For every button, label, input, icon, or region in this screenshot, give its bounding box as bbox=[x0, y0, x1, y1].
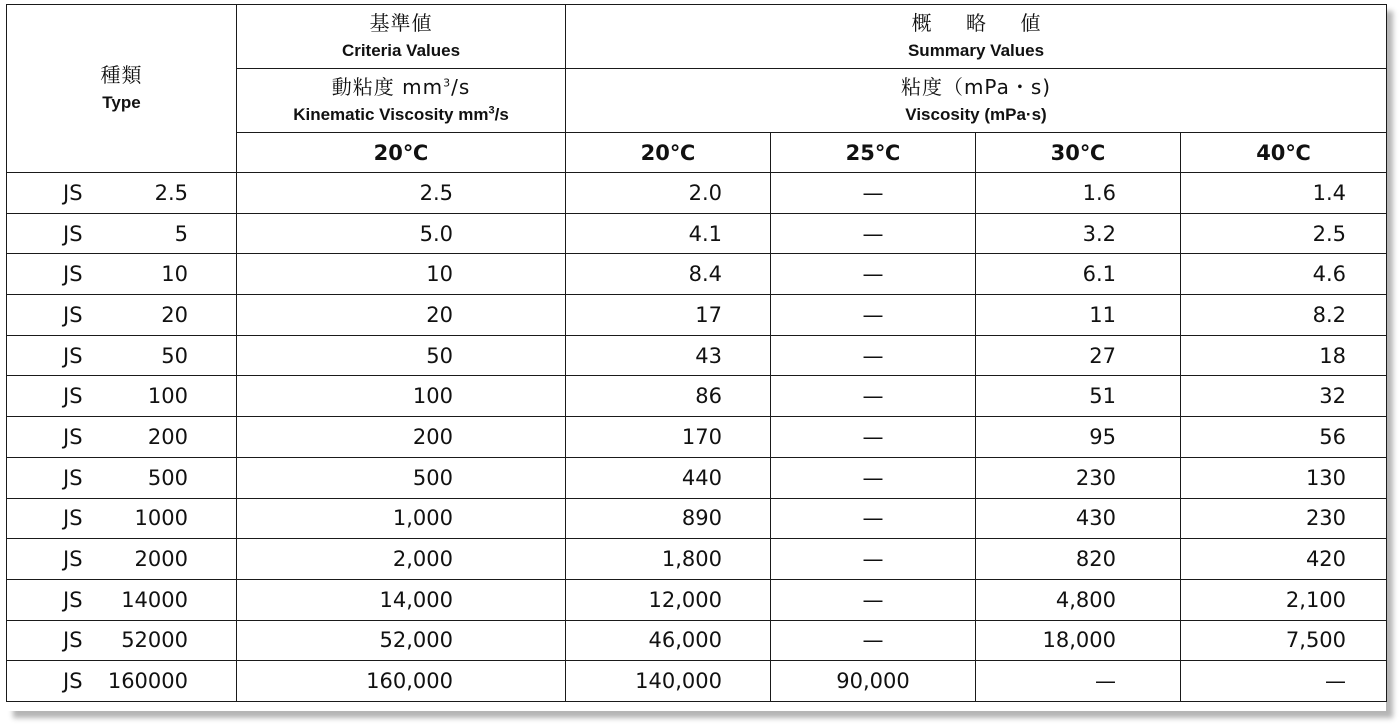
criteria-20-cell: 200 bbox=[237, 417, 566, 458]
viscosity-20-cell: 46,000 bbox=[566, 620, 771, 661]
viscosity-30-cell: 11 bbox=[976, 295, 1181, 336]
viscosity-30-cell: 27 bbox=[976, 335, 1181, 376]
summary-header bbox=[566, 5, 1387, 69]
viscosity-40-cell: — bbox=[1181, 661, 1387, 702]
type-header bbox=[7, 5, 237, 173]
type-prefix: JS bbox=[63, 587, 83, 612]
viscosity-40-cell: 8.2 bbox=[1181, 295, 1387, 336]
viscosity-40-cell: 56 bbox=[1181, 417, 1387, 458]
criteria-20-cell: 2.5 bbox=[237, 173, 566, 214]
viscosity-20-cell: 440 bbox=[566, 457, 771, 498]
criteria-20-cell: 500 bbox=[237, 457, 566, 498]
table-row bbox=[7, 661, 1387, 702]
type-cell bbox=[7, 661, 237, 702]
viscosity-25-cell: — bbox=[771, 254, 976, 295]
type-prefix: JS bbox=[63, 628, 83, 653]
viscosity-40-cell: 4.6 bbox=[1181, 254, 1387, 295]
table-row bbox=[7, 457, 1387, 498]
viscosity-25-cell: — bbox=[771, 376, 976, 417]
criteria-20-cell: 20 bbox=[237, 295, 566, 336]
type-cell bbox=[7, 213, 237, 254]
table-row bbox=[7, 498, 1387, 539]
table-header bbox=[7, 5, 1387, 173]
type-prefix: JS bbox=[63, 384, 83, 409]
table-row bbox=[7, 254, 1387, 295]
type-grade: 100 bbox=[147, 384, 188, 409]
type-cell bbox=[7, 539, 237, 580]
table-row bbox=[7, 620, 1387, 661]
type-cell bbox=[7, 620, 237, 661]
kinematic-viscosity-jp: 動粘度 $mm^3/s$ bbox=[331, 74, 471, 99]
type-cell bbox=[7, 579, 237, 620]
table-row bbox=[7, 417, 1387, 458]
viscosity-25-cell: — bbox=[771, 295, 976, 336]
criteria-20-cell: 5.0 bbox=[237, 213, 566, 254]
type-grade: 160000 bbox=[107, 669, 188, 694]
criteria-header-jp: 基準値 bbox=[369, 10, 433, 35]
viscosity-40-cell: 32 bbox=[1181, 376, 1387, 417]
type-header-jp: 種類 bbox=[100, 62, 143, 87]
criteria-20-cell: 160,000 bbox=[237, 661, 566, 702]
type-cell bbox=[7, 254, 237, 295]
type-grade: 500 bbox=[147, 465, 188, 490]
summary-header-jp: 概 略 値 bbox=[911, 10, 1055, 35]
viscosity-30-cell: 6.1 bbox=[976, 254, 1181, 295]
viscosity-20-cell: 4.1 bbox=[566, 213, 771, 254]
type-header-en: Type bbox=[102, 92, 141, 112]
type-cell bbox=[7, 295, 237, 336]
viscosity-30-cell: 95 bbox=[976, 417, 1181, 458]
viscosity-20-cell: 2.0 bbox=[566, 173, 771, 214]
viscosity-25-cell: — bbox=[771, 213, 976, 254]
viscosity-30-cell: 3.2 bbox=[976, 213, 1181, 254]
type-cell bbox=[7, 173, 237, 214]
viscosity-40-cell: 18 bbox=[1181, 335, 1387, 376]
viscosity-20-cell: 43 bbox=[566, 335, 771, 376]
viscosity-30-cell: 18,000 bbox=[976, 620, 1181, 661]
viscosity-table bbox=[6, 4, 1387, 702]
viscosity-20-cell: 140,000 bbox=[566, 661, 771, 702]
viscosity-header-jp: 粘度（mPa・s) bbox=[900, 74, 1052, 99]
viscosity-20-cell: 12,000 bbox=[566, 579, 771, 620]
kinematic-viscosity-en: Kinematic Viscosity $mm^3/s$ bbox=[293, 103, 509, 124]
viscosity-25-cell: 90,000 bbox=[771, 661, 976, 702]
temp-header-criteria-20: 20℃ bbox=[237, 133, 566, 173]
temp-header-20: 20℃ bbox=[566, 133, 771, 173]
type-grade: 20 bbox=[161, 302, 188, 327]
viscosity-20-cell: 86 bbox=[566, 376, 771, 417]
table-body bbox=[7, 173, 1387, 702]
type-grade: 5 bbox=[174, 221, 188, 246]
kinematic-viscosity-header bbox=[237, 69, 566, 133]
type-prefix: JS bbox=[63, 547, 83, 572]
criteria-20-cell: 10 bbox=[237, 254, 566, 295]
viscosity-20-cell: 17 bbox=[566, 295, 771, 336]
criteria-20-cell: 100 bbox=[237, 376, 566, 417]
type-grade: 10 bbox=[161, 262, 188, 287]
viscosity-25-cell: — bbox=[771, 173, 976, 214]
type-grade: 2.5 bbox=[154, 180, 188, 205]
criteria-header bbox=[237, 5, 566, 69]
type-grade: 14000 bbox=[121, 587, 188, 612]
type-prefix: JS bbox=[63, 506, 83, 531]
type-prefix: JS bbox=[63, 302, 83, 327]
criteria-20-cell: 2,000 bbox=[237, 539, 566, 580]
viscosity-40-cell: 7,500 bbox=[1181, 620, 1387, 661]
type-cell bbox=[7, 457, 237, 498]
type-prefix: JS bbox=[63, 343, 83, 368]
viscosity-30-cell: 4,800 bbox=[976, 579, 1181, 620]
type-grade: 50 bbox=[161, 343, 188, 368]
temp-header-25: 25℃ bbox=[771, 133, 976, 173]
viscosity-header-en: Viscosity (mPa·s) bbox=[905, 104, 1047, 124]
temp-header-30: 30℃ bbox=[976, 133, 1181, 173]
summary-header-en: Summary Values bbox=[907, 40, 1045, 60]
viscosity-40-cell: 420 bbox=[1181, 539, 1387, 580]
table-row bbox=[7, 295, 1387, 336]
viscosity-20-cell: 1,800 bbox=[566, 539, 771, 580]
type-cell bbox=[7, 417, 237, 458]
type-prefix: JS bbox=[63, 221, 83, 246]
type-prefix: JS bbox=[63, 465, 83, 490]
criteria-20-cell: 52,000 bbox=[237, 620, 566, 661]
type-cell bbox=[7, 376, 237, 417]
table-row bbox=[7, 213, 1387, 254]
type-grade: 200 bbox=[147, 424, 188, 449]
viscosity-40-cell: 2.5 bbox=[1181, 213, 1387, 254]
type-cell bbox=[7, 498, 237, 539]
viscosity-40-cell: 130 bbox=[1181, 457, 1387, 498]
viscosity-20-cell: 890 bbox=[566, 498, 771, 539]
type-grade: 2000 bbox=[134, 547, 188, 572]
viscosity-25-cell: — bbox=[771, 457, 976, 498]
criteria-20-cell: 14,000 bbox=[237, 579, 566, 620]
viscosity-25-cell: — bbox=[771, 335, 976, 376]
viscosity-table-sheet bbox=[6, 4, 1386, 711]
criteria-header-en: Criteria Values bbox=[341, 40, 461, 60]
type-grade: 52000 bbox=[121, 628, 188, 653]
viscosity-40-cell: 1.4 bbox=[1181, 173, 1387, 214]
table-row bbox=[7, 335, 1387, 376]
viscosity-30-cell: 230 bbox=[976, 457, 1181, 498]
table-row bbox=[7, 579, 1387, 620]
type-prefix: JS bbox=[63, 424, 83, 449]
criteria-20-cell: 50 bbox=[237, 335, 566, 376]
temp-header-40: 40℃ bbox=[1181, 133, 1387, 173]
viscosity-30-cell: 820 bbox=[976, 539, 1181, 580]
criteria-20-cell: 1,000 bbox=[237, 498, 566, 539]
viscosity-25-cell: — bbox=[771, 498, 976, 539]
viscosity-20-cell: 170 bbox=[566, 417, 771, 458]
viscosity-30-cell: 51 bbox=[976, 376, 1181, 417]
type-prefix: JS bbox=[63, 180, 83, 205]
viscosity-header bbox=[566, 69, 1387, 133]
viscosity-25-cell: — bbox=[771, 579, 976, 620]
viscosity-25-cell: — bbox=[771, 417, 976, 458]
viscosity-30-cell: 1.6 bbox=[976, 173, 1181, 214]
type-prefix: JS bbox=[63, 669, 83, 694]
viscosity-20-cell: 8.4 bbox=[566, 254, 771, 295]
table-row bbox=[7, 376, 1387, 417]
table-row bbox=[7, 173, 1387, 214]
viscosity-40-cell: 230 bbox=[1181, 498, 1387, 539]
viscosity-40-cell: 2,100 bbox=[1181, 579, 1387, 620]
type-prefix: JS bbox=[63, 262, 83, 287]
viscosity-25-cell: — bbox=[771, 620, 976, 661]
type-grade: 1000 bbox=[134, 506, 188, 531]
viscosity-30-cell: 430 bbox=[976, 498, 1181, 539]
viscosity-30-cell: — bbox=[976, 661, 1181, 702]
viscosity-25-cell: — bbox=[771, 539, 976, 580]
table-row bbox=[7, 539, 1387, 580]
type-cell bbox=[7, 335, 237, 376]
